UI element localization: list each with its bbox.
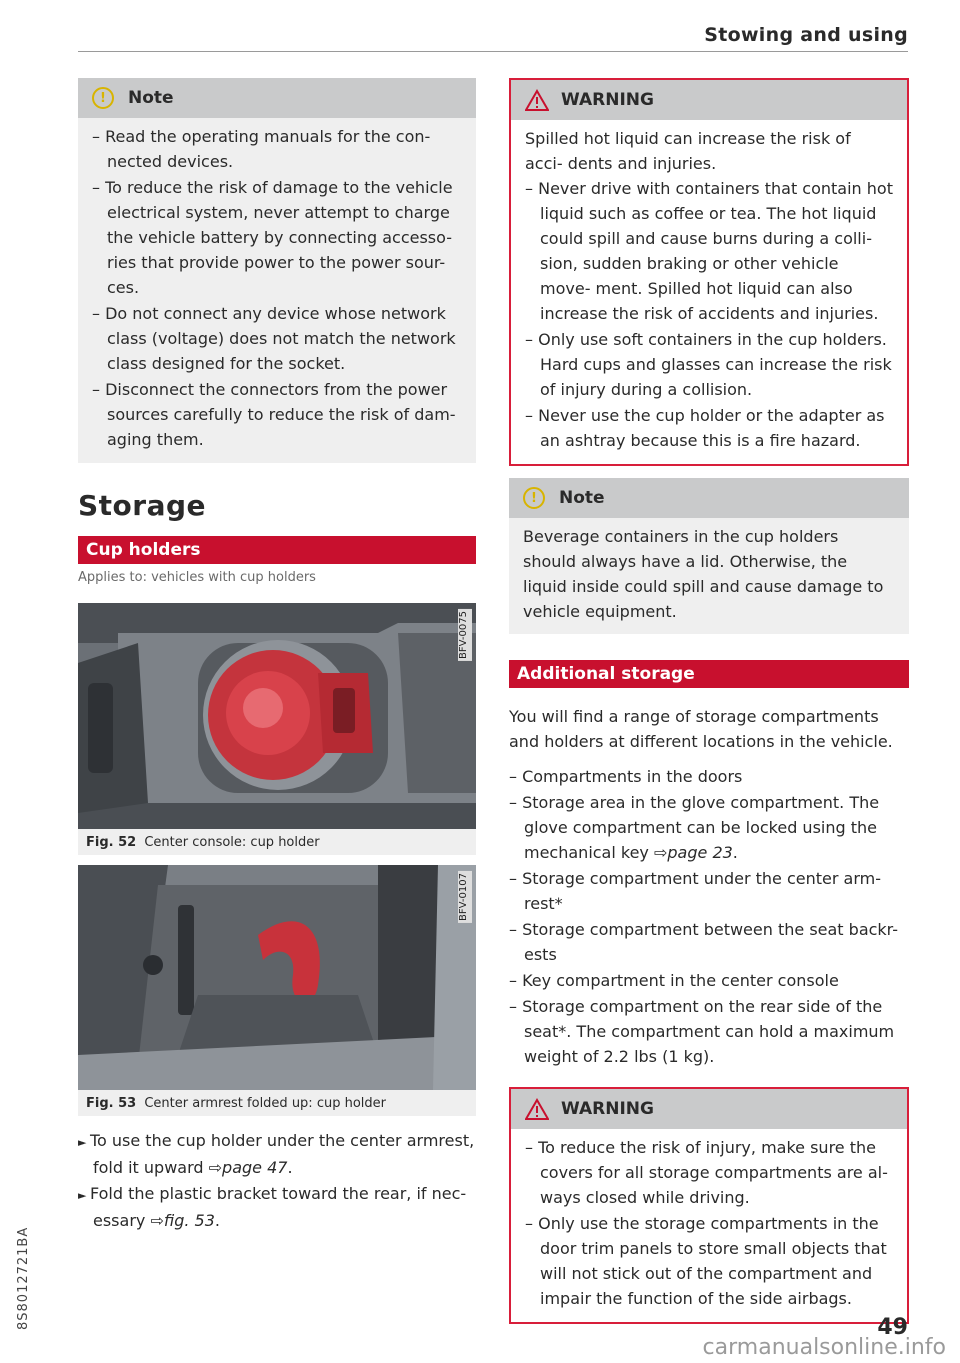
warning-header — [511, 1089, 907, 1129]
list-item: – Never use the cup holder or the adapter as an ashtray because this is a fire hazard. — [525, 403, 893, 453]
list-item: – Disconnect the connectors from the power sources carefully to reduce the risk of dam- aging them. — [92, 377, 462, 452]
subsection-title-bar — [78, 536, 476, 564]
page-ref-link[interactable]: page 23 — [667, 843, 733, 862]
note-body — [78, 118, 476, 463]
note-title: Note — [128, 88, 174, 108]
note-header — [509, 478, 909, 518]
note-box — [509, 478, 909, 634]
warning-body — [511, 1129, 907, 1322]
warning-title: WARNING — [561, 1099, 654, 1119]
list-item: – Key compartment in the center console — [509, 968, 909, 993]
note-header — [78, 78, 476, 118]
storage-intro: You will find a range of storage compartments and holders at different locations in the vehicle. — [509, 707, 893, 751]
list-item: – To reduce the risk of damage to the vehicle electrical system, never attempt to charge the vehicle battery by connecting accesso- ries that provide power to the power sour- ces. — [92, 175, 462, 300]
figure-label: Fig. 52 — [86, 835, 137, 850]
warning-triangle-icon — [525, 1098, 549, 1120]
subsection-title: Cup holders — [86, 540, 201, 560]
figure-caption-text: Center armrest folded up: cup holder — [144, 1096, 386, 1111]
figure-ref-link[interactable]: fig. 53 — [163, 1211, 215, 1230]
note-title: Note — [559, 488, 605, 508]
warning-box — [509, 78, 909, 466]
figure-53-image — [78, 865, 476, 1090]
figure-52-image — [78, 603, 476, 829]
note-list — [92, 124, 462, 452]
watermark: carmanualsonline.info — [702, 1335, 946, 1360]
left-column — [78, 78, 476, 1234]
figure-code: BFV-0107 — [458, 871, 472, 923]
warning-list — [525, 176, 893, 453]
note-box — [78, 78, 476, 463]
storage-list — [509, 764, 909, 1069]
step-end: . — [214, 1211, 220, 1230]
note-body — [509, 518, 909, 634]
cup-holder-illustration — [78, 603, 476, 829]
page-header-title: Stowing and using — [704, 24, 908, 46]
document-code: 8S8012721BA — [16, 1226, 31, 1330]
warning-box — [509, 1087, 909, 1324]
list-item: – Never drive with containers that contain hot liquid such as coffee or tea. The hot liquid could spill and cause burns during a colli- sion, sudden braking or other vehicle move- ment. Spilled hot liquid can also increase the risk of accidents and injuries. — [525, 176, 893, 326]
list-item: – Storage compartment under the center arm- rest* — [509, 866, 909, 916]
list-item: – Only use soft containers in the cup holders. Hard cups and glasses can increase the risk of injury during a collision. — [525, 327, 893, 402]
list-item: – Do not connect any device whose network class (voltage) does not match the network class designed for the socket. — [92, 301, 462, 376]
subsection-title: Additional storage — [517, 664, 695, 684]
subsection-title-bar — [509, 660, 909, 688]
section-title: Storage — [78, 489, 207, 522]
right-column — [509, 78, 909, 1324]
step-text: To use the cup holder under the center armrest, fold it upward — [89, 1131, 475, 1177]
item-text: Storage area in the glove compartment. The glove compartment can be locked using the mechanical key — [522, 793, 880, 862]
list-item: ► To use the cup holder under the center armrest, fold it upward ⇨page 47. — [78, 1128, 476, 1180]
list-item: – Read the operating manuals for the con- nected devices. — [92, 124, 462, 174]
list-item: – Storage area in the glove compartment. The glove compartment can be locked using the mechanical key ⇨page 23. — [509, 790, 909, 865]
header-rule — [78, 51, 908, 52]
list-item: ► Fold the plastic bracket toward the rear, if nec- essary ⇨fig. 53. — [78, 1181, 476, 1233]
warning-list — [525, 1135, 893, 1311]
note-text: Beverage containers in the cup holders should always have a lid. Otherwise, the liquid inside could spill and cause damage to vehicle equipment. — [523, 527, 884, 621]
figure-caption — [78, 1090, 476, 1116]
info-circle-icon: ! — [92, 87, 114, 109]
figure-53 — [78, 865, 476, 1116]
armrest-illustration — [78, 865, 476, 1090]
warning-header — [511, 80, 907, 120]
page-number: 49 — [877, 1315, 908, 1340]
list-item: – Compartments in the doors — [509, 764, 909, 789]
item-end: . — [732, 843, 738, 862]
list-item: – Storage compartment on the rear side of the seat*. The compartment can hold a maximum weight of 2.2 lbs (1 kg). — [509, 994, 909, 1069]
warning-body — [511, 120, 907, 464]
figure-label: Fig. 53 — [86, 1096, 137, 1111]
applies-to: Applies to: vehicles with cup holders — [78, 570, 316, 585]
figure-caption-text: Center console: cup holder — [144, 835, 320, 850]
warning-intro: Spilled hot liquid can increase the risk of acci- dents and injuries. — [525, 129, 851, 173]
step-text: Fold the plastic bracket toward the rear, if nec- essary — [89, 1184, 467, 1230]
list-item: – Only use the storage compartments in the door trim panels to store small objects that will not stick out of the compartment and impair the function of the side airbags. — [525, 1211, 893, 1311]
list-item: – Storage compartment between the seat backr- ests — [509, 917, 909, 967]
steps-list — [78, 1128, 476, 1233]
figure-code: BFV-0075 — [458, 609, 472, 661]
page-ref-link[interactable]: page 47 — [222, 1158, 288, 1177]
warning-title: WARNING — [561, 90, 654, 110]
figure-52 — [78, 603, 476, 855]
info-circle-icon: ! — [523, 487, 545, 509]
list-item: – To reduce the risk of injury, make sure the covers for all storage compartments are al- ways closed while driving. — [525, 1135, 893, 1210]
figure-caption — [78, 829, 476, 855]
step-end: . — [287, 1158, 293, 1177]
warning-triangle-icon — [525, 89, 549, 111]
